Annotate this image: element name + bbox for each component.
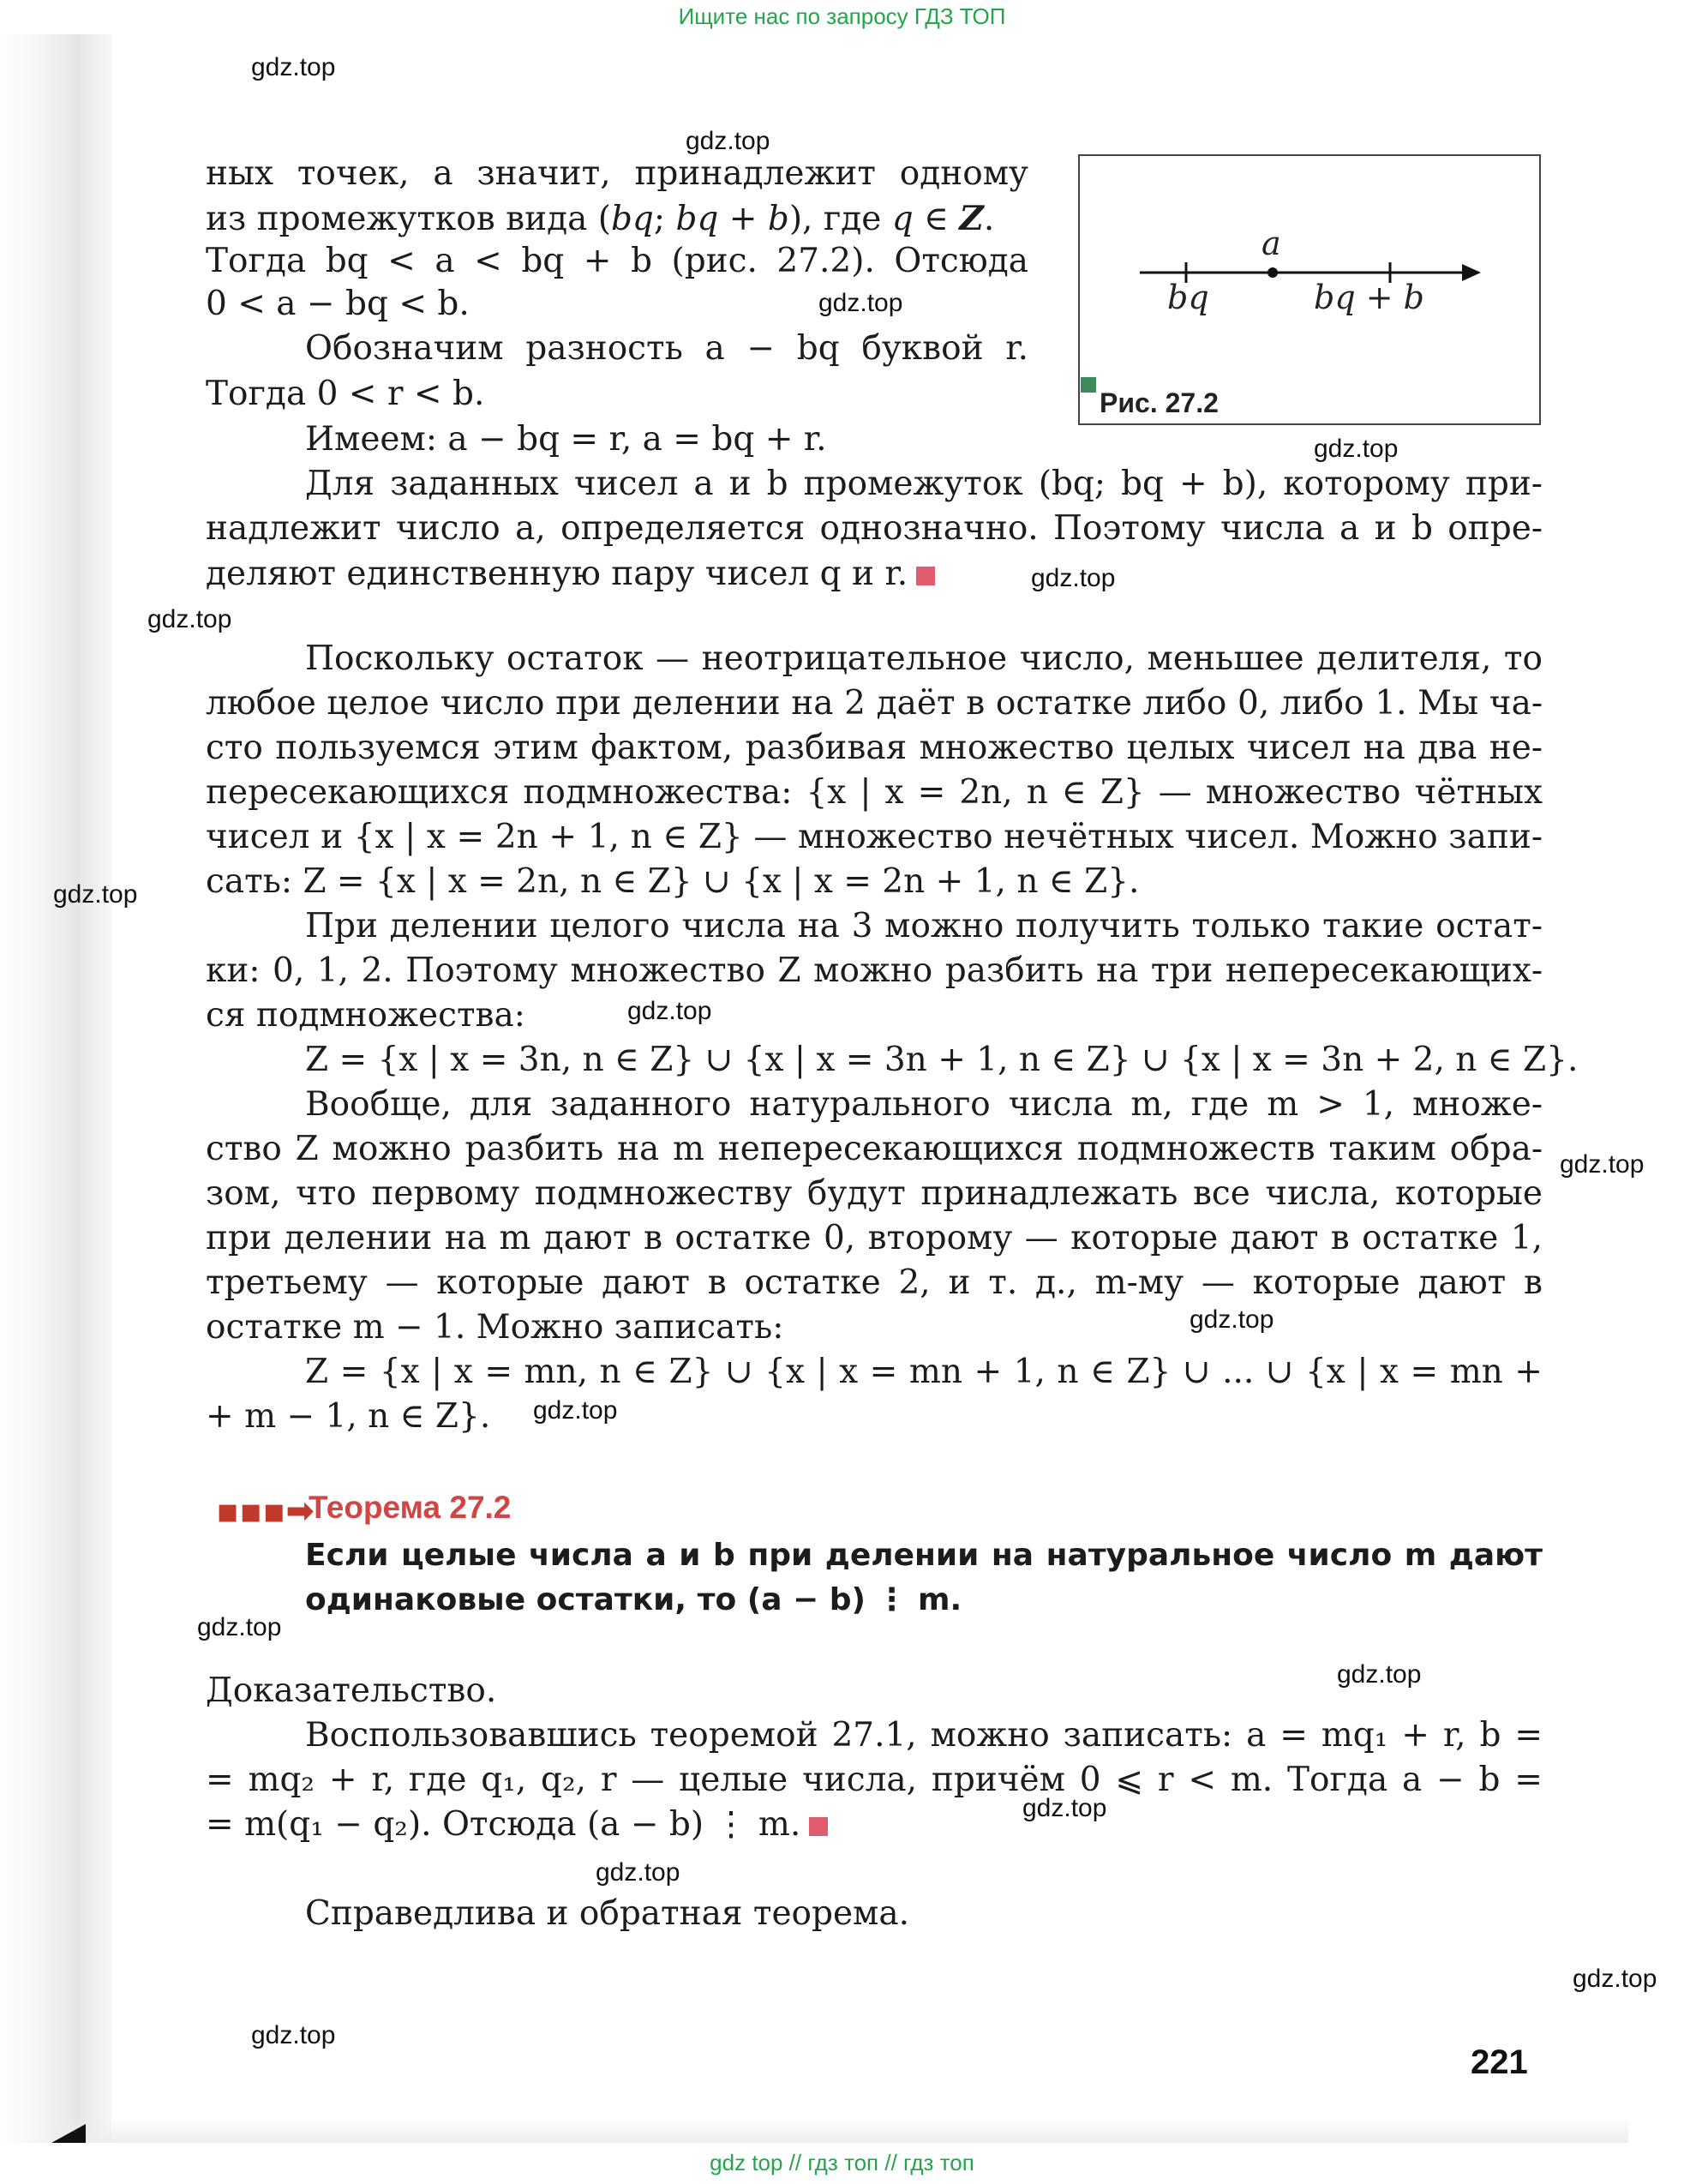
watermark: gdz.top [197,1613,282,1641]
watermark: gdz.top [686,127,770,155]
watermark: gdz.top [1190,1305,1274,1334]
text-line: = mq₂ + r, где q₁, q₂, r — целые числа, причём 0 ⩽ r < m. Тогда a − b = [206,1761,1543,1799]
formula-line: + m − 1, n ∈ Z}. [206,1397,491,1436]
arrow-head-icon [1462,264,1481,281]
text-line: ся подмножества: [206,996,525,1035]
text-line: третьему — которые дают в остатке 2, и т. д., m-му — которые дают в [206,1263,1543,1302]
text-line: зом, что первому подмножеству будут принадлежать все числа, которые [206,1174,1543,1213]
text-line: Тогда bq < a < bq + b (рис. 27.2). Отсюда [206,242,1028,280]
text-line: Обозначим разность a − bq буквой r. [305,329,1028,368]
watermark: gdz.top [596,1858,680,1887]
proof-heading: Доказательство. [206,1671,497,1710]
text-line: чисел и {x | x = 2n + 1, n ∈ Z} — множество нечётных чисел. Можно запи- [206,818,1543,856]
figure-label-a: a [1262,225,1281,262]
page-fold-shadow [0,34,111,2143]
text-line: = m(q₁ − q₂). Отсюда (a − b) ⋮ m. [206,1803,828,1846]
text-line: Вообще, для заданного натурального числа m, где m > 1, множе- [305,1085,1543,1124]
text-line: сто пользуемся этим фактом, разбивая множество целых чисел на два не- [206,729,1543,767]
watermark: gdz.top [1573,1965,1657,1993]
text-line: Справедлива и обратная теорема. [305,1894,910,1933]
theorem-text: Если целые числа a и b при делении на натуральное число m дают [305,1538,1543,1573]
text-line: При делении целого числа на 3 можно получить только такие остат- [305,907,1543,945]
top-banner-link[interactable]: Ищите нас по запросу ГДЗ ТОП [678,3,1006,29]
watermark: gdz.top [1337,1660,1422,1689]
text-line: Воспользовавшись теоремой 27.1, можно записать: a = mq₁ + r, b = [305,1716,1543,1755]
figure-label-bq-plus-b: bq + b [1314,279,1424,316]
point-a [1267,267,1278,278]
watermark: gdz.top [533,1396,618,1425]
text-line: 0 < a − bq < b. [206,285,470,323]
watermark: gdz.top [53,880,138,909]
text-line: ки: 0, 1, 2. Поэтому множество Z можно разбить на три непересекающих- [206,951,1543,990]
text-line: Для заданных чисел a и b промежуток (bq; bq + b), которому при- [305,465,1543,503]
figure-marker [1081,377,1096,393]
figure-number-line [1078,154,1541,425]
text-line: остатке m − 1. Можно записать: [206,1308,784,1347]
text-line: Тогда 0 < r < b. [206,375,485,413]
text-line: любое целое число при делении на 2 даёт в остатке либо 0, либо 1. Мы ча- [206,684,1543,723]
watermark: gdz.top [1560,1150,1645,1179]
figure-label-bq: bq [1167,279,1209,316]
watermark: gdz.top [1022,1794,1107,1822]
theorem-title: Теорема 27.2 [309,1490,512,1525]
watermark: gdz.top [251,53,336,81]
formula-line: Z = {x | x = mn, n ∈ Z} ∪ {x | x = mn + 1, n ∈ Z} ∪ ... ∪ {x | x = mn + [305,1353,1543,1391]
watermark: gdz.top [818,289,903,317]
text-line: из промежутков вида (bq; bq + b), где q ∈ Z. [206,199,995,238]
text-line: ство Z можно разбить на m непересекающихся подмножеств таким обра- [206,1130,1543,1168]
figure-caption: Рис. 27.2 [1100,387,1219,418]
end-of-proof-marker [809,1817,828,1836]
watermark: gdz.top [1314,435,1399,463]
page-number: 221 [1471,2043,1528,2081]
theorem-arrow-icon: ▪▪▪➡ [216,1491,315,1531]
formula-line: Z = {x | x = 3n, n ∈ Z} ∪ {x | x = 3n + 1, n ∈ Z} ∪ {x | x = 3n + 2, n ∈ Z}. [305,1041,1579,1079]
watermark: gdz.top [251,2021,336,2049]
bottom-banner-link[interactable]: gdz top // гдз топ // гдз топ [710,2150,974,2175]
watermark: gdz.top [147,605,232,633]
text-line: сать: Z = {x | x = 2n, n ∈ Z} ∪ {x | x = 2n + 1, n ∈ Z}. [206,862,1140,901]
text-line: Имеем: a − bq = r, a = bq + r. [305,420,827,459]
text-line: надлежит число a, определяется однозначно. Поэтому числа a и b опре- [206,509,1543,548]
page-corner [51,2124,86,2143]
text-line: при делении на m дают в остатке 0, второму — которые дают в остатке 1, [206,1219,1543,1257]
page-bottom-shadow [51,2117,1628,2143]
text-line: деляют единственную пару чисел q и r. [206,553,935,596]
text-line: Поскольку остаток — неотрицательное число, меньшее делителя, то [305,639,1543,678]
text-line: ных точек, а значит, принадлежит одному [206,154,1028,193]
end-of-proof-marker [916,567,935,585]
watermark: gdz.top [627,997,712,1025]
watermark: gdz.top [1031,564,1116,592]
text-line: пересекающихся подмножества: {x | x = 2n, n ∈ Z} — множество чётных [206,773,1543,812]
number-line-svg [1080,156,1539,423]
theorem-text: одинаковые остатки, то (a − b) ⋮ m. [305,1582,962,1617]
